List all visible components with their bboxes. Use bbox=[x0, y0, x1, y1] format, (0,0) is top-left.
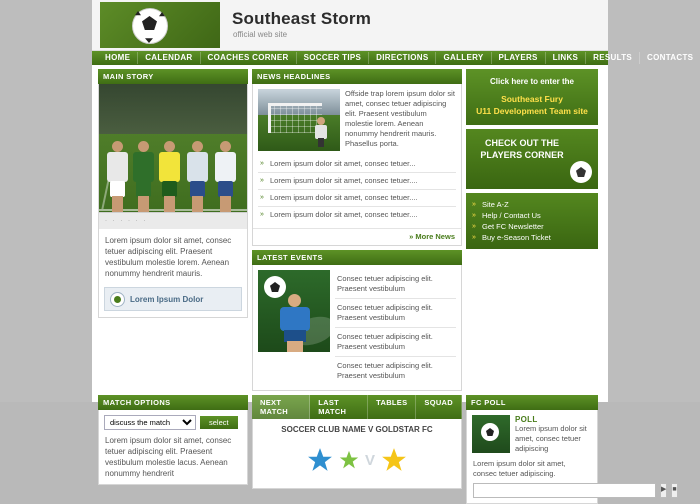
quick-link-label: Buy e-Season Ticket bbox=[482, 233, 551, 242]
news-column bbox=[252, 69, 462, 391]
event-list-item[interactable]: Consec tetuer adipiscing elit. Praesent vestibulum bbox=[337, 361, 433, 380]
poll-question: Lorem ipsum dolor sit amet, consec tetuer adipiscing. bbox=[473, 459, 566, 478]
tab-next-match[interactable]: NEXT MATCH bbox=[252, 395, 310, 419]
chevron-right-icon: » bbox=[472, 234, 476, 241]
poll-controls bbox=[467, 483, 677, 503]
match-options-panel bbox=[98, 395, 248, 504]
quick-link-season-ticket[interactable] bbox=[472, 232, 592, 243]
main-story-body: Lorem ipsum dolor sit amet, consec tetuer adipiscing elit. Praesent vestibulum molestie lorem. Aenean nonummy hendrerit mauris. bbox=[105, 236, 232, 278]
nav-item-gallery[interactable]: GALLERY bbox=[436, 52, 491, 64]
news-item-label: Lorem ipsum dolor sit amet, consec tetuer.... bbox=[270, 193, 418, 202]
chevron-right-icon: » bbox=[260, 177, 264, 184]
events-photo bbox=[258, 270, 330, 352]
match-options-body: Lorem ipsum dolor sit amet, consec tetuer adipiscing elit. Praesent vestibulum molestie lacus. Aenean nonummy hendrerit bbox=[105, 436, 232, 478]
events-panel bbox=[252, 265, 462, 391]
enter-site-line3: U11 Development Team site bbox=[476, 106, 588, 116]
main-story-banner-label: Lorem Ipsum Dolor bbox=[130, 294, 204, 304]
soccer-ball-icon bbox=[481, 423, 499, 441]
news-list-item[interactable] bbox=[258, 189, 456, 206]
main-nav bbox=[92, 51, 694, 65]
tab-squad[interactable]: SQUAD bbox=[416, 395, 462, 419]
more-news-label: More News bbox=[415, 232, 455, 241]
match-options-select[interactable] bbox=[104, 415, 196, 430]
quick-link-label: Help / Contact Us bbox=[482, 211, 541, 220]
poll-submit-button[interactable]: ▶ bbox=[660, 483, 667, 498]
nav-item-coaches-corner[interactable]: COACHES CORNER bbox=[201, 52, 297, 64]
quick-link-label: Site A-Z bbox=[482, 200, 509, 209]
quick-link-newsletter[interactable] bbox=[472, 221, 592, 232]
nav-item-players[interactable]: PLAYERS bbox=[492, 52, 546, 64]
content-area bbox=[92, 65, 608, 391]
chevron-right-icon: » bbox=[260, 194, 264, 201]
enter-site-promo[interactable] bbox=[466, 69, 598, 125]
enter-site-line2: Southeast Fury bbox=[501, 94, 563, 104]
event-list-item[interactable]: Consec tetuer adipiscing elit. Praesent vestibulum bbox=[335, 299, 456, 328]
poll-photo bbox=[472, 415, 510, 453]
bottom-row bbox=[92, 391, 677, 504]
nav-item-calendar[interactable]: CALENDAR bbox=[138, 52, 200, 64]
nav-item-contacts[interactable]: CONTACTS bbox=[647, 53, 694, 62]
nav-item-directions[interactable]: DIRECTIONS bbox=[369, 52, 436, 64]
tab-last-match[interactable]: LAST MATCH bbox=[310, 395, 368, 419]
page-title: Southeast Storm bbox=[232, 9, 372, 28]
match-options-select-button[interactable]: select bbox=[200, 416, 238, 429]
chevron-right-icon: » bbox=[472, 201, 476, 208]
more-news-link[interactable] bbox=[253, 228, 461, 245]
match-title: SOCCER CLUB NAME V GOLDSTAR FC bbox=[281, 425, 433, 434]
match-options-heading: MATCH OPTIONS bbox=[98, 395, 248, 410]
main-story-panel bbox=[98, 69, 248, 391]
poll-title: POLL bbox=[515, 415, 538, 424]
news-list-item[interactable] bbox=[258, 172, 456, 189]
advert-board: · · · · · · bbox=[99, 212, 247, 229]
promo-column bbox=[466, 69, 598, 391]
page-container bbox=[92, 0, 694, 493]
nav-item-home[interactable]: HOME bbox=[98, 52, 138, 64]
news-list bbox=[253, 156, 461, 228]
players-corner-promo[interactable] bbox=[466, 129, 598, 189]
versus-label: V bbox=[364, 451, 375, 469]
chevron-right-icon: » bbox=[260, 160, 264, 167]
quick-link-site-az[interactable] bbox=[472, 199, 592, 210]
players-corner-label: CHECK OUT THE PLAYERS CORNER bbox=[480, 138, 564, 160]
main-story-banner[interactable] bbox=[104, 287, 242, 311]
quick-link-label: Get FC Newsletter bbox=[482, 222, 544, 231]
news-list-item[interactable] bbox=[258, 206, 456, 223]
news-lead-text: Offside trap lorem ipsum dolor sit amet, consec tetuer adipiscing elit. Praesent vestibulum molestie lorem. Aenean nonummy hendrerit mauris. Phasellus porta. bbox=[345, 89, 455, 148]
event-list-item[interactable]: Consec tetuer adipiscing elit. Praesent vestibulum bbox=[335, 270, 456, 299]
poll-results-button[interactable]: ■ bbox=[671, 483, 677, 498]
events-list bbox=[335, 270, 456, 385]
blue-star-icon bbox=[307, 447, 333, 473]
match-tabs bbox=[252, 395, 462, 419]
news-heading: NEWS HEADLINES bbox=[252, 69, 462, 84]
nav-item-results[interactable]: RESULTS bbox=[586, 52, 640, 64]
news-item-label: Lorem ipsum dolor sit amet, consec tetuer.... bbox=[270, 176, 418, 185]
match-versus bbox=[253, 436, 461, 488]
chevron-right-icon: » bbox=[409, 232, 414, 241]
main-story-heading: MAIN STORY bbox=[98, 69, 248, 84]
nav-item-links[interactable]: LINKS bbox=[546, 52, 587, 64]
chevron-right-icon: » bbox=[472, 223, 476, 230]
chevron-right-icon: » bbox=[472, 212, 476, 219]
soccer-ball-icon bbox=[570, 161, 592, 183]
poll-text: Lorem ipsum dolor sit amet, consec tetuer adipiscing bbox=[515, 424, 587, 453]
site-subtitle: official web site bbox=[233, 30, 288, 39]
poll-panel bbox=[466, 395, 677, 504]
main-story-photo bbox=[99, 84, 247, 229]
poll-input[interactable] bbox=[473, 483, 656, 498]
enter-site-line1: Click here to enter the bbox=[489, 77, 575, 86]
logo-box[interactable] bbox=[100, 2, 220, 48]
yellow-star-icon bbox=[381, 447, 407, 473]
poll-heading: FC POLL bbox=[466, 395, 598, 410]
chevron-right-icon: » bbox=[260, 211, 264, 218]
left-gutter bbox=[0, 0, 92, 402]
events-heading: LATEST EVENTS bbox=[252, 250, 462, 265]
site-header bbox=[92, 0, 608, 51]
quick-links-box bbox=[466, 193, 598, 249]
soccer-ball-icon bbox=[132, 8, 168, 44]
ball-badge-icon bbox=[110, 292, 125, 307]
news-photo bbox=[258, 89, 340, 151]
news-list-item[interactable] bbox=[258, 156, 456, 172]
news-item-label: Lorem ipsum dolor sit amet, consec tetuer... bbox=[270, 159, 416, 168]
quick-link-help-contact[interactable] bbox=[472, 210, 592, 221]
match-panel bbox=[252, 395, 462, 504]
nav-item-soccer-tips[interactable]: SOCCER TIPS bbox=[297, 52, 370, 64]
news-item-label: Lorem ipsum dolor sit amet, consec tetuer.... bbox=[270, 210, 418, 219]
tab-tables[interactable]: TABLES bbox=[368, 395, 416, 419]
event-list-item[interactable]: Consec tetuer adipiscing elit. Praesent vestibulum bbox=[335, 328, 456, 357]
blue-star-icon bbox=[339, 450, 359, 470]
news-panel bbox=[252, 84, 462, 246]
